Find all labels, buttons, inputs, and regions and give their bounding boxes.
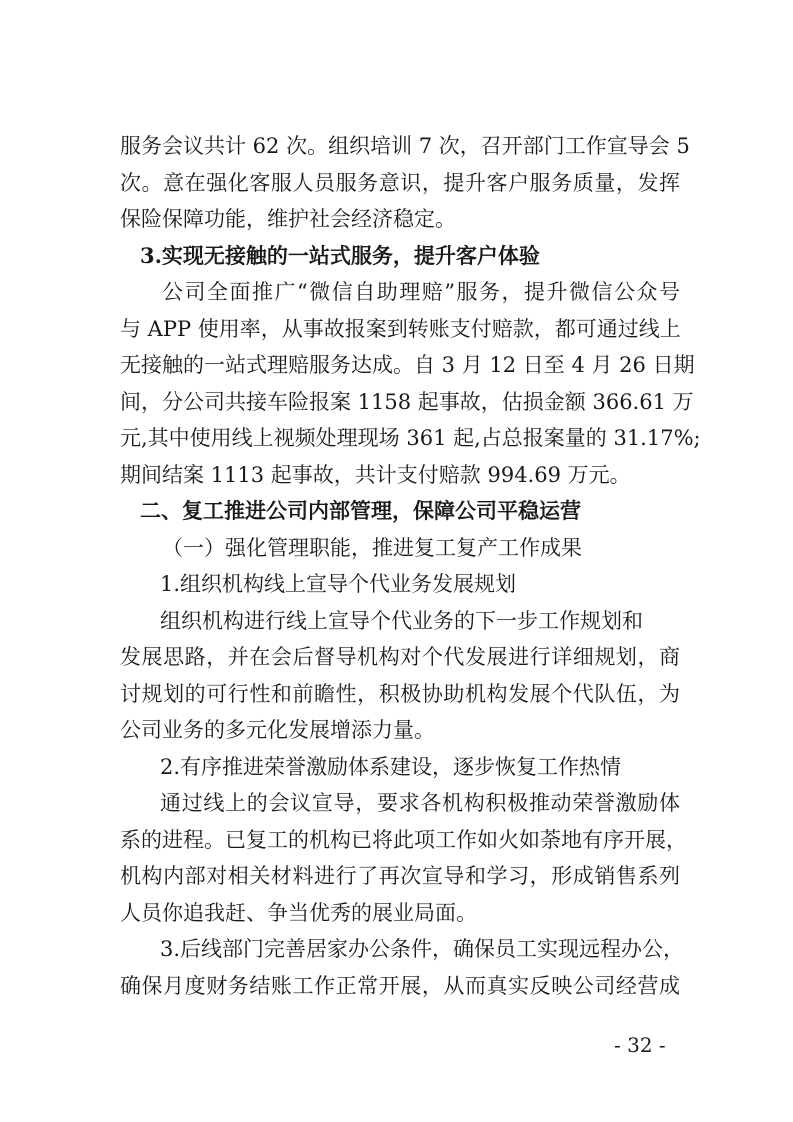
section-heading-3: 3.实现无接触的一站式服务，提升客户体验	[140, 242, 540, 268]
page-number: - 32 -	[614, 1033, 666, 1057]
text-line: 无接触的一站式理赔服务达成。自 3 月 12 日至 4 月 26 日期	[120, 353, 695, 377]
text-line: 间，分公司共接车险报案 1158 起事故，估损金额 366.61 万	[120, 389, 694, 414]
text-line: 元,其中使用线上视频处理现场 361 起,占总报案量的 31.17%;	[120, 426, 701, 450]
text-line: 讨规划的可行性和前瞻性，积极协助机构发展个代队伍，为	[120, 681, 680, 706]
text-line: 服务会议共计 62 次。组织培训 7 次，召开部门工作宣导会 5	[120, 134, 690, 158]
item-title-2: 2.有序推进荣誉激励体系建设，逐步恢复工作热情	[160, 754, 622, 779]
item-title-1: 1.组织机构线上宣导个代业务发展规划	[160, 572, 517, 596]
text-line: 次。意在强化客服人员服务意识，提升客户服务质量，发挥	[120, 170, 680, 195]
text-line: 3.后线部门完善居家办公条件，确保员工实现远程办公，	[160, 937, 685, 961]
text-line: 期间结案 1113 起事故，共计支付赔款 994.69 万元。	[120, 462, 631, 487]
text-line: 通过线上的会议宣导，要求各机构积极推动荣誉激励体	[160, 791, 680, 815]
text-line: 组织机构进行线上宣导个代业务的下一步工作规划和	[160, 608, 643, 633]
text-line: 与 APP 使用率，从事故报案到转账支付赔款，都可通过线上	[120, 316, 681, 341]
text-line: 系的进程。已复工的机构已将此项工作如火如荼地有序开展，	[120, 827, 687, 852]
text-line: 公司业务的多元化发展增添力量。	[120, 718, 435, 742]
document-page	[120, 128, 701, 1004]
subsection-heading: （一）强化管理职能，推进复工复产工作成果	[162, 535, 582, 560]
section-heading-2: 二、复工推进公司内部管理，保障公司平稳运营	[140, 498, 581, 523]
text-line: 人员你追我赶、争当优秀的展业局面。	[120, 900, 477, 925]
text-line: 机构内部对相关材料进行了再次宣导和学习，形成销售系列	[120, 864, 680, 888]
text-line: 公司全面推广“微信自助理赔”服务，提升微信公众号	[162, 280, 680, 304]
text-line: 保险保障功能，维护社会经济稳定。	[120, 207, 456, 231]
text-line: 发展思路，并在会后督导机构对个代发展进行详细规划，商	[120, 645, 680, 669]
text-line: 确保月度财务结账工作正常开展，从而真实反映公司经营成	[120, 973, 680, 998]
